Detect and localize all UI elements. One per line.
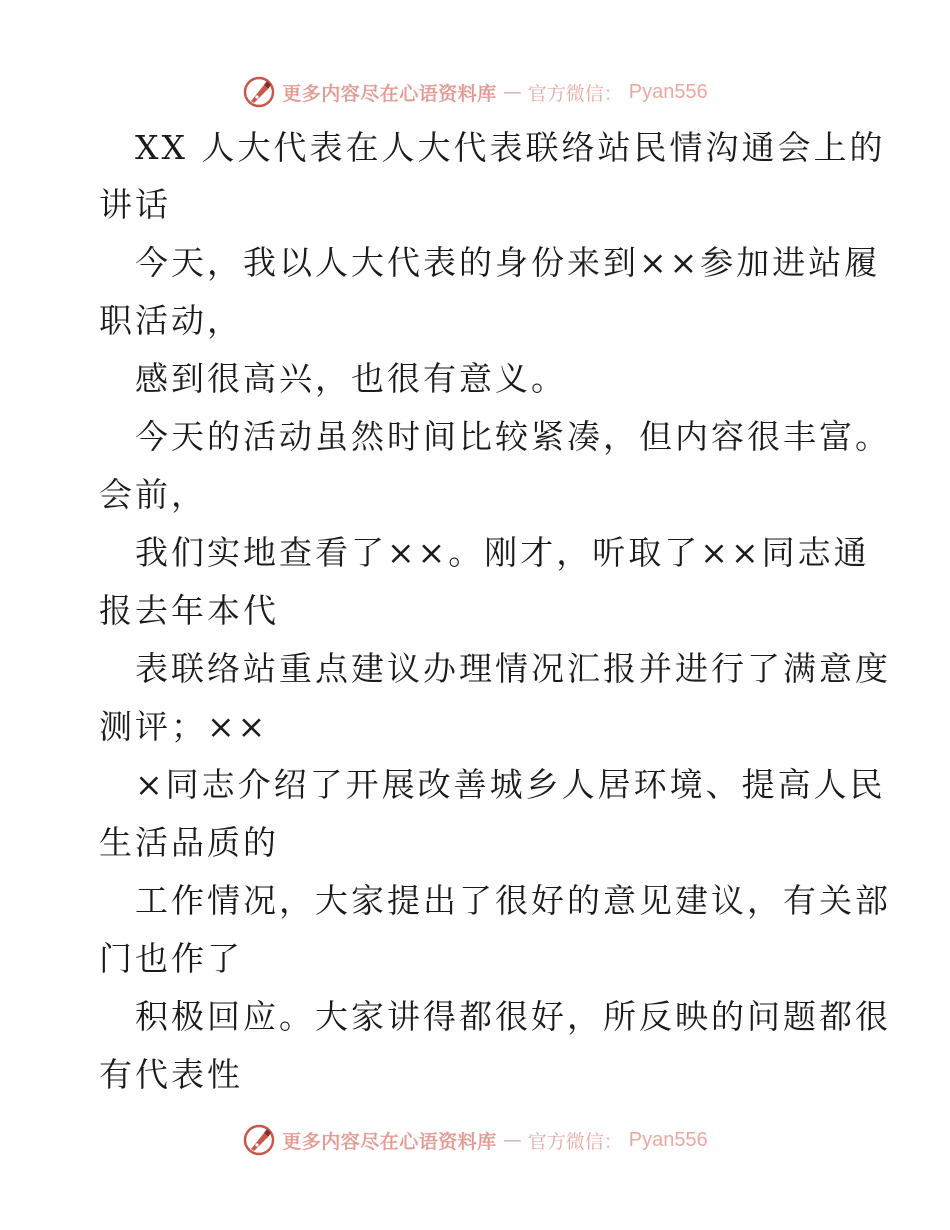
document-title-line-1: XX 人大代表在人大代表联络站民情沟通会上的 — [135, 128, 886, 167]
paragraph-line: 今天的活动虽然时间比较紧凑，但内容很丰富。 — [135, 417, 891, 456]
paragraph-line: 今天，我以人大代表的身份来到××参加进站履 — [135, 243, 881, 282]
paragraph-line: ×同志介绍了开展改善城乡人居环境、提高人民 — [135, 765, 886, 804]
banner-separator: — — [502, 81, 522, 103]
footer-banner — [0, 1118, 950, 1162]
banner-wechat-id: Pyan556 — [628, 80, 708, 103]
paragraph-line: 生活品质的 — [99, 823, 279, 862]
pen-nib-logo-icon — [242, 75, 276, 109]
banner-separator: — — [502, 1129, 522, 1151]
paragraph-line: 职活动， — [99, 301, 243, 340]
paragraph-line: 感到很高兴，也很有意义。 — [135, 359, 567, 398]
paragraph-line: 门也作了 — [99, 939, 243, 978]
banner-main-text: 更多内容尽在心语资料库 — [282, 82, 497, 105]
paragraph-line: 有代表性 — [99, 1055, 243, 1094]
banner-main-text: 更多内容尽在心语资料库 — [282, 1130, 497, 1153]
document-title-line-2: 讲话 — [99, 185, 171, 224]
paragraph-line: 工作情况，大家提出了很好的意见建议，有关部 — [135, 881, 891, 920]
banner-wechat-label: 官方微信： — [527, 82, 623, 105]
banner-wechat-label: 官方微信： — [527, 1130, 623, 1153]
paragraph-line: 会前， — [99, 475, 207, 514]
paragraph-line: 积极回应。大家讲得都很好，所反映的问题都很 — [135, 997, 891, 1036]
paragraph-line: 报去年本代 — [99, 591, 279, 630]
banner-wechat-id: Pyan556 — [628, 1128, 708, 1151]
paragraph-line: 测评；×× — [99, 707, 269, 746]
header-banner — [0, 70, 950, 114]
paragraph-line: 表联络站重点建议办理情况汇报并进行了满意度 — [135, 649, 891, 688]
pen-nib-logo-icon — [242, 1123, 276, 1157]
paragraph-line: 我们实地查看了××。刚才，听取了××同志通 — [135, 533, 870, 572]
